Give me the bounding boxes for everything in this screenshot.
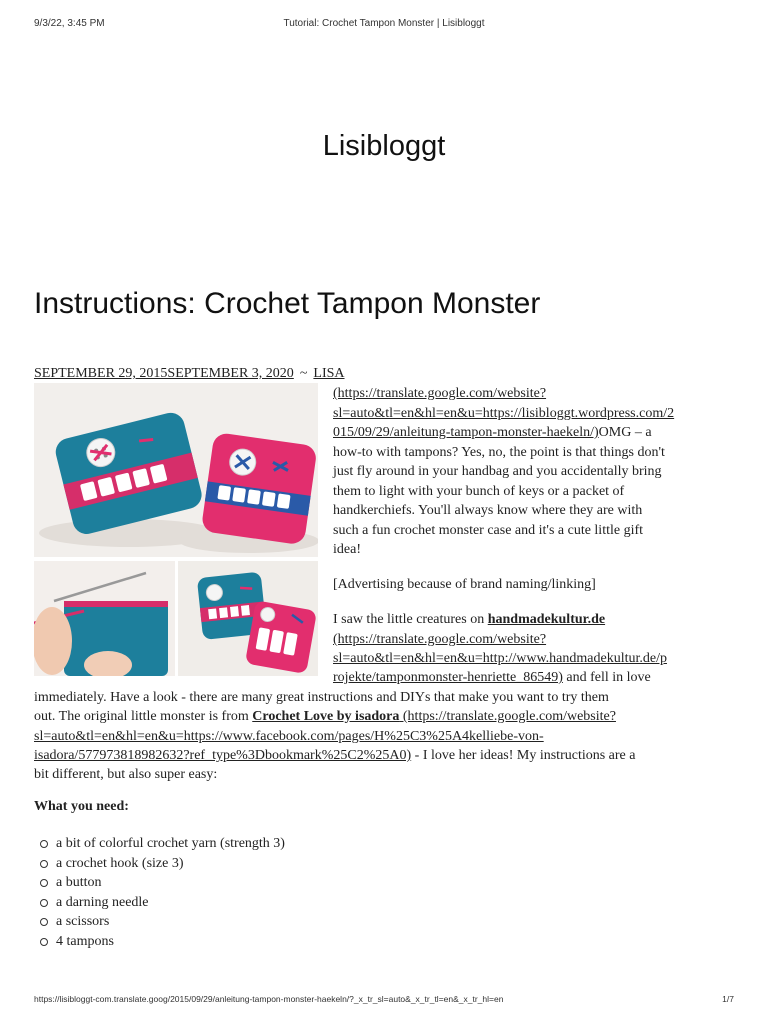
- original-prefix: out. The original little monster is from: [34, 709, 253, 724]
- saw-line: [333, 610, 733, 629]
- intro-line: handkerchiefs. You'll always know where they are with: [333, 503, 643, 518]
- body-line: immediately. Have a look - there are many great instructions and DIYs that make you want to try them: [34, 690, 609, 705]
- intro-url-line[interactable]: sl=auto&tl=en&hl=en&u=https://lisibloggt.wordpress.com/2: [333, 406, 675, 421]
- post-date-link[interactable]: SEPTEMBER 29, 2015SEPTEMBER 3, 2020: [34, 366, 294, 381]
- crochet-love-url-line[interactable]: isadora/577973818982632?ref_type%3Dbookmark%25C2%25A0): [34, 748, 412, 763]
- supplies-list: [34, 834, 285, 952]
- saw-line: [333, 630, 733, 649]
- intro-url-line[interactable]: 015/09/29/anleitung-tampon-monster-haekeln/): [333, 425, 599, 440]
- monster-illustration-main: [34, 383, 318, 557]
- handmadekultur-link[interactable]: handmadekultur.de: [487, 612, 606, 627]
- saw-prefix: I saw the little creatures on: [333, 612, 488, 627]
- handmade-url-line[interactable]: (https://translate.google.com/website?: [333, 632, 547, 647]
- intro-text: OMG – a: [598, 425, 652, 440]
- list-item: a crochet hook (size 3): [34, 854, 285, 874]
- love-ideas-text: - I love her ideas! My instructions are a: [411, 748, 636, 763]
- crochet-love-url[interactable]: (https://translate.google.com/website?: [399, 709, 616, 724]
- monster-photo-main: [34, 383, 318, 557]
- what-you-need-heading: What you need:: [34, 799, 129, 814]
- meta-separator: ~: [299, 366, 308, 381]
- print-datetime: 9/3/22, 3:45 PM: [34, 18, 105, 29]
- post-title: Instructions: Crochet Tampon Monster: [34, 287, 541, 320]
- print-footer: [0, 992, 768, 1006]
- handmade-url-line[interactable]: sl=auto&tl=en&hl=en&u=http://www.handmadekultur.de/p: [333, 651, 667, 666]
- print-page-title: Tutorial: Crochet Tampon Monster | Lisibloggt: [283, 18, 485, 29]
- body-line: [34, 727, 734, 746]
- post-meta: [34, 366, 345, 382]
- author-link[interactable]: LISA: [313, 366, 345, 381]
- print-header: [0, 14, 768, 30]
- intro-url-line[interactable]: (https://translate.google.com/website?: [333, 386, 547, 401]
- intro-line: them to light with your bunch of keys or a packet of: [333, 484, 625, 499]
- body-line: [34, 746, 734, 765]
- list-item: a button: [34, 873, 285, 893]
- list-item: a bit of colorful crochet yarn (strength 3): [34, 834, 285, 854]
- intro-line: how-to with tampons? Yes, no, the point is that things don't: [333, 445, 665, 460]
- crochet-hook-photo: [34, 561, 175, 676]
- list-item: a scissors: [34, 912, 285, 932]
- body-line: bit different, but also super easy:: [34, 767, 218, 782]
- intro-line: [333, 384, 733, 403]
- page-number: 1/7: [722, 994, 734, 1004]
- intro-line: such a fun crochet monster case and it's a cute little gift: [333, 523, 644, 538]
- handmade-url-line[interactable]: rojekte/tamponmonster-henriette_86549): [333, 670, 563, 685]
- site-title[interactable]: Lisibloggt: [322, 130, 446, 162]
- print-footer-url: https://lisibloggt-com.translate.goog/2015/09/29/anleitung-tampon-monster-haekeln/?_x_tr_sl=auto&_x_tr_tl=en&_x_tr_hl=en: [34, 994, 504, 1004]
- body-line: [34, 707, 734, 726]
- list-item: 4 tampons: [34, 932, 285, 952]
- crochet-love-url-line[interactable]: sl=auto&tl=en&hl=en&u=https://www.facebook.com/pages/H%25C3%25A4kelliebe-von-: [34, 729, 544, 744]
- crochet-love-link[interactable]: Crochet Love by isadora: [252, 709, 400, 724]
- saw-line: [333, 668, 733, 687]
- crochet-hook-illustration: [34, 561, 175, 676]
- fell-in-love-text: and fell in love: [562, 670, 651, 685]
- intro-line: just fly around in your handbag and you accidentally bring: [333, 464, 662, 479]
- intro-line: idea!: [333, 542, 361, 557]
- intro-line: [333, 423, 733, 442]
- advertising-note: [Advertising because of brand naming/linking]: [333, 577, 596, 592]
- monsters-pair-photo: [178, 561, 318, 676]
- saw-line: [333, 649, 733, 668]
- monsters-pair-illustration: [178, 561, 318, 676]
- intro-line: [333, 404, 733, 423]
- list-item: a darning needle: [34, 893, 285, 913]
